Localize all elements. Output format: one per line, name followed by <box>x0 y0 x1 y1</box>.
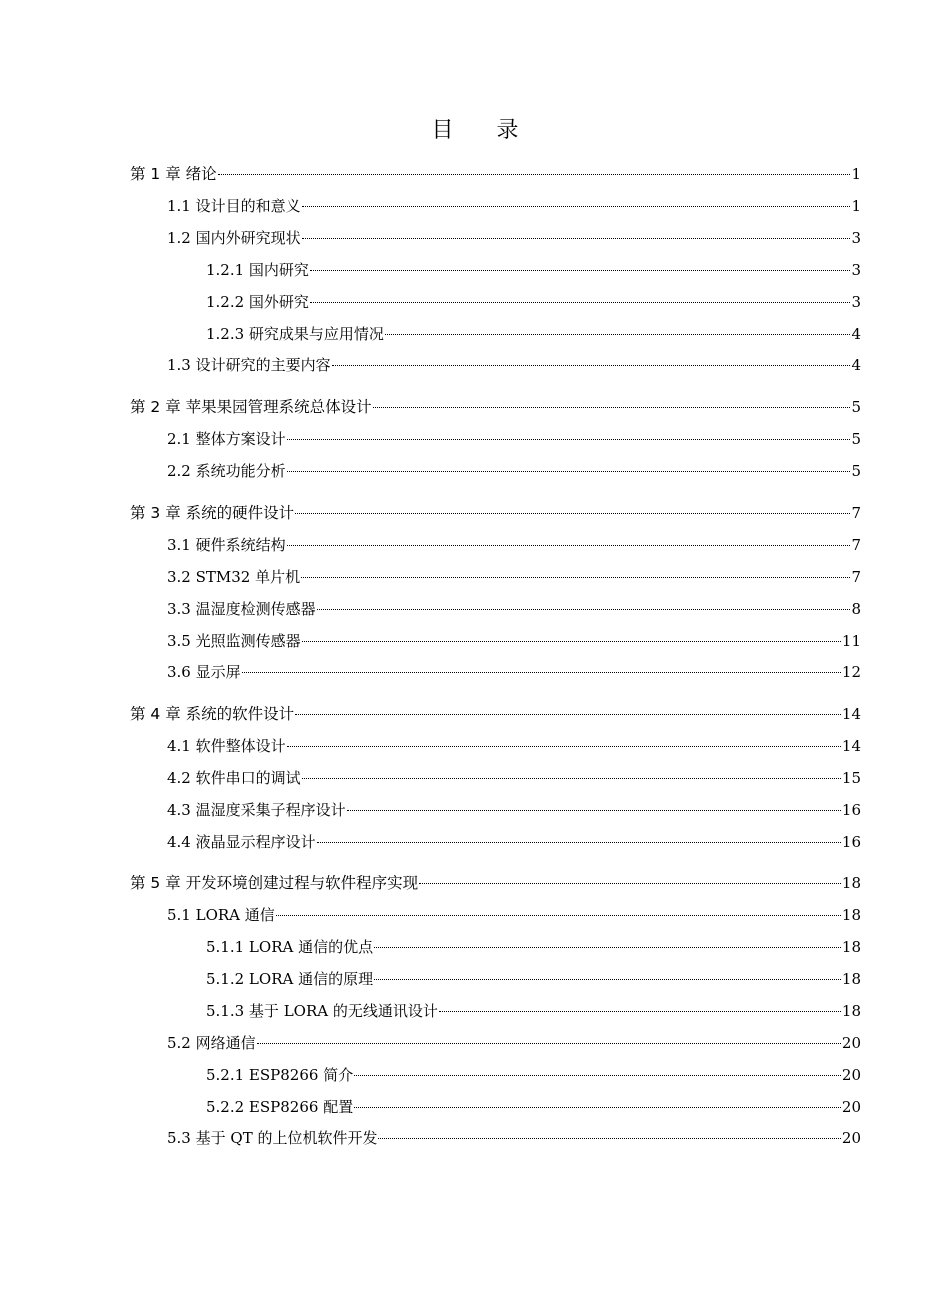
toc-entry-label: 5.2 网络通信 <box>167 1034 256 1052</box>
toc-page-number: 7 <box>851 536 861 554</box>
toc-section-entry[interactable] <box>167 565 861 589</box>
toc-dot-leader <box>354 1075 841 1076</box>
toc-page-number: 1 <box>851 165 861 183</box>
toc-entry-label: 3.3 温湿度检测传感器 <box>167 600 316 618</box>
toc-page-number: 4 <box>851 325 861 343</box>
toc-section-entry[interactable] <box>167 353 861 377</box>
toc-section-entry[interactable] <box>167 427 861 451</box>
toc-dot-leader <box>295 513 850 514</box>
toc-dot-leader <box>385 334 851 335</box>
toc-page-number: 16 <box>841 801 861 819</box>
toc-entry-label: 4.4 液晶显示程序设计 <box>167 833 316 851</box>
toc-entry-label: 1.2.2 国外研究 <box>206 293 309 311</box>
toc-dot-leader <box>302 238 851 239</box>
toc-chapter-entry[interactable] <box>130 395 861 419</box>
toc-entry-label: 3.2 STM32 单片机 <box>167 568 301 586</box>
toc-dot-leader <box>310 270 851 271</box>
toc-entry-label: 5.1.1 LORA 通信的优点 <box>206 938 374 956</box>
toc-dot-leader <box>301 577 850 578</box>
toc-section-entry[interactable] <box>167 1031 861 1055</box>
toc-dot-leader <box>373 407 851 408</box>
toc-section-entry[interactable] <box>167 766 861 790</box>
toc-dot-leader <box>439 1011 841 1012</box>
toc-dot-leader <box>317 842 841 843</box>
toc-dot-leader <box>242 672 841 673</box>
toc-section-entry[interactable] <box>167 459 861 483</box>
toc-page-number: 16 <box>841 833 861 851</box>
toc-section-entry[interactable] <box>167 660 861 684</box>
toc-page-number: 4 <box>851 356 861 374</box>
toc-dot-leader <box>295 714 841 715</box>
toc-section-entry[interactable] <box>206 322 861 346</box>
toc-dot-leader <box>332 365 851 366</box>
toc-page-number: 20 <box>841 1129 861 1147</box>
toc-entry-label: 4.3 温湿度采集子程序设计 <box>167 801 346 819</box>
toc-entry-label: 第 2 章 苹果果园管理系统总体设计 <box>130 398 372 416</box>
toc-entry-label: 5.1 LORA 通信 <box>167 906 275 924</box>
toc-entry-label: 第 4 章 系统的软件设计 <box>130 705 295 723</box>
toc-page-number: 18 <box>841 1002 861 1020</box>
toc-section-entry[interactable] <box>206 967 861 991</box>
toc-dot-leader <box>419 883 841 884</box>
toc-section-entry[interactable] <box>206 935 861 959</box>
toc-dot-leader <box>347 810 841 811</box>
toc-dot-leader <box>310 302 851 303</box>
toc-dot-leader <box>302 206 851 207</box>
toc-chapter-entry[interactable] <box>130 162 861 186</box>
toc-entry-label: 5.2.1 ESP8266 简介 <box>206 1066 354 1084</box>
toc-entry-label: 4.2 软件串口的调试 <box>167 769 301 787</box>
toc-section-entry[interactable] <box>167 533 861 557</box>
toc-section-entry[interactable] <box>167 1126 861 1150</box>
toc-page-number: 20 <box>841 1066 861 1084</box>
toc-dot-leader <box>287 471 851 472</box>
toc-section-entry[interactable] <box>206 999 861 1023</box>
toc-section-entry[interactable] <box>167 226 861 250</box>
toc-section-entry[interactable] <box>206 1095 861 1119</box>
toc-page-number: 20 <box>841 1034 861 1052</box>
toc-dot-leader <box>317 609 851 610</box>
toc-page-number: 20 <box>841 1098 861 1116</box>
toc-dot-leader <box>374 979 841 980</box>
toc-section-entry[interactable] <box>167 194 861 218</box>
toc-page-number: 15 <box>841 769 861 787</box>
toc-page-number: 7 <box>851 504 861 522</box>
toc-entry-label: 1.1 设计目的和意义 <box>167 197 301 215</box>
toc-entry-label: 1.2.3 研究成果与应用情况 <box>206 325 384 343</box>
toc-page-number: 3 <box>851 293 861 311</box>
toc-dot-leader <box>287 746 841 747</box>
toc-title: 目 录 <box>431 118 537 143</box>
toc-page-number: 5 <box>851 462 861 480</box>
toc-section-entry[interactable] <box>167 830 861 854</box>
toc-dot-leader <box>276 915 841 916</box>
toc-section-entry[interactable] <box>206 258 861 282</box>
toc-entry-label: 3.6 显示屏 <box>167 663 241 681</box>
toc-page-number: 1 <box>851 197 861 215</box>
toc-entry-label: 5.1.2 LORA 通信的原理 <box>206 970 374 988</box>
toc-entry-label: 5.1.3 基于 LORA 的无线通讯设计 <box>206 1002 438 1020</box>
toc-entry-label: 1.2 国内外研究现状 <box>167 229 301 247</box>
toc-entry-label: 第 1 章 绪论 <box>130 165 217 183</box>
toc-entry-label: 5.2.2 ESP8266 配置 <box>206 1098 354 1116</box>
toc-entry-label: 第 3 章 系统的硬件设计 <box>130 504 295 522</box>
toc-entry-label: 3.5 光照监测传感器 <box>167 632 301 650</box>
toc-page-number: 18 <box>841 906 861 924</box>
toc-page-number: 3 <box>851 229 861 247</box>
toc-page-number: 7 <box>851 568 861 586</box>
toc-dot-leader <box>287 439 851 440</box>
toc-entry-label: 5.3 基于 QT 的上位机软件开发 <box>167 1129 378 1147</box>
toc-dot-leader <box>374 947 841 948</box>
toc-section-entry[interactable] <box>206 1063 861 1087</box>
toc-section-entry[interactable] <box>167 629 861 653</box>
toc-section-entry[interactable] <box>167 798 861 822</box>
toc-chapter-entry[interactable] <box>130 871 861 895</box>
toc-dot-leader <box>287 545 851 546</box>
toc-page-number: 18 <box>841 938 861 956</box>
toc-page-number: 5 <box>851 398 861 416</box>
toc-entry-label: 2.1 整体方案设计 <box>167 430 286 448</box>
toc-page-number: 14 <box>841 737 861 755</box>
toc-page-number: 11 <box>841 632 861 650</box>
toc-dot-leader <box>302 641 841 642</box>
toc-section-entry[interactable] <box>206 290 861 314</box>
toc-dot-leader <box>354 1107 841 1108</box>
toc-page-number: 12 <box>841 663 861 681</box>
toc-entry-label: 4.1 软件整体设计 <box>167 737 286 755</box>
toc-section-entry[interactable] <box>167 734 861 758</box>
toc-section-entry[interactable] <box>167 597 861 621</box>
toc-page-number: 14 <box>841 705 861 723</box>
toc-page-number: 5 <box>851 430 861 448</box>
toc-entry-label: 1.3 设计研究的主要内容 <box>167 356 331 374</box>
toc-entry-label: 第 5 章 开发环境创建过程与软件程序实现 <box>130 874 419 892</box>
toc-page-number: 8 <box>851 600 861 618</box>
toc-entry-label: 2.2 系统功能分析 <box>167 462 286 480</box>
toc-section-entry[interactable] <box>167 903 861 927</box>
toc-chapter-entry[interactable] <box>130 702 861 726</box>
toc-dot-leader <box>257 1043 841 1044</box>
toc-dot-leader <box>378 1138 840 1139</box>
toc-entry-label: 3.1 硬件系统结构 <box>167 536 286 554</box>
toc-page-number: 3 <box>851 261 861 279</box>
toc-dot-leader <box>218 174 851 175</box>
toc-page-number: 18 <box>841 874 861 892</box>
toc-chapter-entry[interactable] <box>130 501 861 525</box>
toc-entry-label: 1.2.1 国内研究 <box>206 261 309 279</box>
toc-dot-leader <box>302 778 841 779</box>
toc-page-number: 18 <box>841 970 861 988</box>
